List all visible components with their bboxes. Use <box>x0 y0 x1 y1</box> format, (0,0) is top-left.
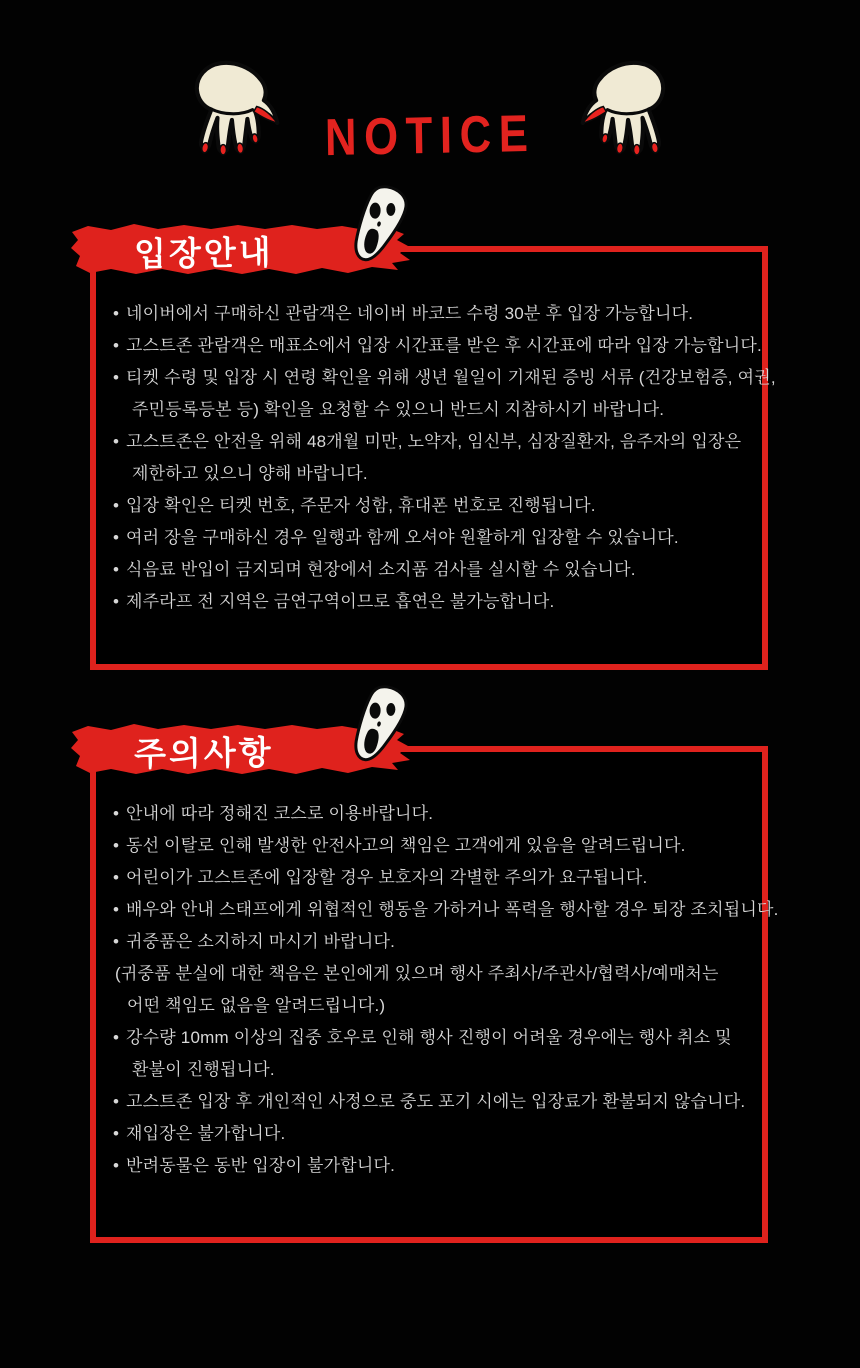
section-heading-entrance: 입장안내 <box>133 232 274 274</box>
notice-line <box>115 958 746 990</box>
notice-line <box>113 362 776 394</box>
bullet-icon: • <box>113 804 120 823</box>
notice-line <box>113 490 746 522</box>
section-heading-cautions: 주의사항 <box>133 732 274 774</box>
notice-line <box>113 1022 746 1054</box>
bullet-icon: • <box>113 432 120 451</box>
cautions-list <box>96 752 779 1182</box>
bullet-icon: • <box>113 1028 120 1047</box>
notice-line-text: 여러 장을 구매하신 경우 일행과 함께 오셔야 원활하게 입장할 수 있습니다. <box>126 528 679 547</box>
bullet-icon: • <box>113 932 120 951</box>
notice-line <box>119 394 746 426</box>
bullet-icon: • <box>113 560 120 579</box>
notice-line-text: 재입장은 불가합니다. <box>126 1124 286 1143</box>
bullet-icon: • <box>113 336 120 355</box>
notice-line <box>127 990 746 1022</box>
notice-line-text: 입장 확인은 티켓 번호, 주문자 성함, 휴대폰 번호로 진행됩니다. <box>126 496 596 515</box>
notice-line-text: 배우와 안내 스태프에게 위협적인 행동을 가하거나 폭력을 행사할 경우 퇴장 조치됩니다. <box>126 900 779 919</box>
notice-line-text: 제주라프 전 지역은 금연구역이므로 흡연은 불가능합니다. <box>126 592 555 611</box>
bullet-icon: • <box>113 496 120 515</box>
bullet-icon: • <box>113 368 120 387</box>
notice-line-text: 제한하고 있으니 양해 바랍니다. <box>132 464 368 483</box>
notice-line <box>113 1150 746 1182</box>
notice-line <box>113 798 746 830</box>
notice-line-text: 고스트존 관람객은 매표소에서 입장 시간표를 받은 후 시간표에 따라 입장 가능합니다. <box>126 336 762 355</box>
notice-line <box>113 1086 746 1118</box>
notice-line-text: 네이버에서 구매하신 관람객은 네이버 바코드 수령 30분 후 입장 가능합니다. <box>126 304 694 323</box>
notice-line-text: 고스트존 입장 후 개인적인 사정으로 중도 포기 시에는 입장료가 환불되지 않습니다. <box>126 1092 746 1111</box>
creepy-hand-icon-mirrored <box>580 56 672 156</box>
notice-line <box>113 862 746 894</box>
notice-line <box>113 298 746 330</box>
bullet-icon: • <box>113 304 120 323</box>
notice-line-text: 티켓 수령 및 입장 시 연령 확인을 위해 생년 월일이 기재된 증빙 서류 (건강보험증, 여권, <box>126 368 776 387</box>
cautions-box <box>90 746 779 1243</box>
notice-line-text: 어린이가 고스트존에 입장할 경우 보호자의 각별한 주의가 요구됩니다. <box>126 868 648 887</box>
notice-line <box>113 830 746 862</box>
bullet-icon: • <box>113 1124 120 1143</box>
notice-line-text: 고스트존은 안전을 위해 48개월 미만, 노약자, 임신부, 심장질환자, 음주자의 입장은 <box>126 432 742 451</box>
notice-line-text: 강수량 10mm 이상의 집중 호우로 인해 행사 진행이 어려울 경우에는 행사 취소 및 <box>126 1028 732 1047</box>
notice-line <box>113 894 779 926</box>
notice-line-text: 안내에 따라 정해진 코스로 이용바랍니다. <box>126 804 434 823</box>
notice-line-text: 반려동물은 동반 입장이 불가합니다. <box>126 1156 396 1175</box>
notice-line <box>113 330 762 362</box>
notice-line <box>113 926 746 958</box>
notice-line-text: 식음료 반입이 금지되며 현장에서 소지품 검사를 실시할 수 있습니다. <box>126 560 636 579</box>
notice-line <box>113 554 746 586</box>
bullet-icon: • <box>113 1156 120 1175</box>
notice-line <box>119 1054 746 1086</box>
bullet-icon: • <box>113 900 120 919</box>
bullet-icon: • <box>113 836 120 855</box>
bullet-icon: • <box>113 868 120 887</box>
bullet-icon: • <box>113 1092 120 1111</box>
notice-line <box>113 426 746 458</box>
notice-line <box>119 458 746 490</box>
notice-line <box>113 1118 746 1150</box>
entrance-info-list <box>96 252 776 618</box>
notice-line <box>113 522 746 554</box>
bullet-icon: • <box>113 592 120 611</box>
notice-line-text: 주민등록등본 등) 확인을 요청할 수 있으니 반드시 지참하시기 바랍니다. <box>132 400 665 419</box>
notice-line-text: 귀중품은 소지하지 마시기 바랍니다. <box>126 932 396 951</box>
notice-line <box>113 586 746 618</box>
page-title <box>0 106 860 166</box>
notice-line-text: 환불이 진행됩니다. <box>132 1060 275 1079</box>
page-title-text: NOTICE <box>324 104 536 168</box>
bullet-icon: • <box>113 528 120 547</box>
notice-line-text: 동선 이탈로 인해 발생한 안전사고의 책임은 고객에게 있음을 알려드립니다. <box>126 836 686 855</box>
entrance-info-box <box>90 246 776 670</box>
notice-line-text: 어떤 책임도 없음을 알려드립니다.) <box>127 996 386 1015</box>
notice-line-text: (귀중품 분실에 대한 책음은 본인에게 있으며 행사 주최사/주관사/협력사/예매처는 <box>115 964 719 983</box>
